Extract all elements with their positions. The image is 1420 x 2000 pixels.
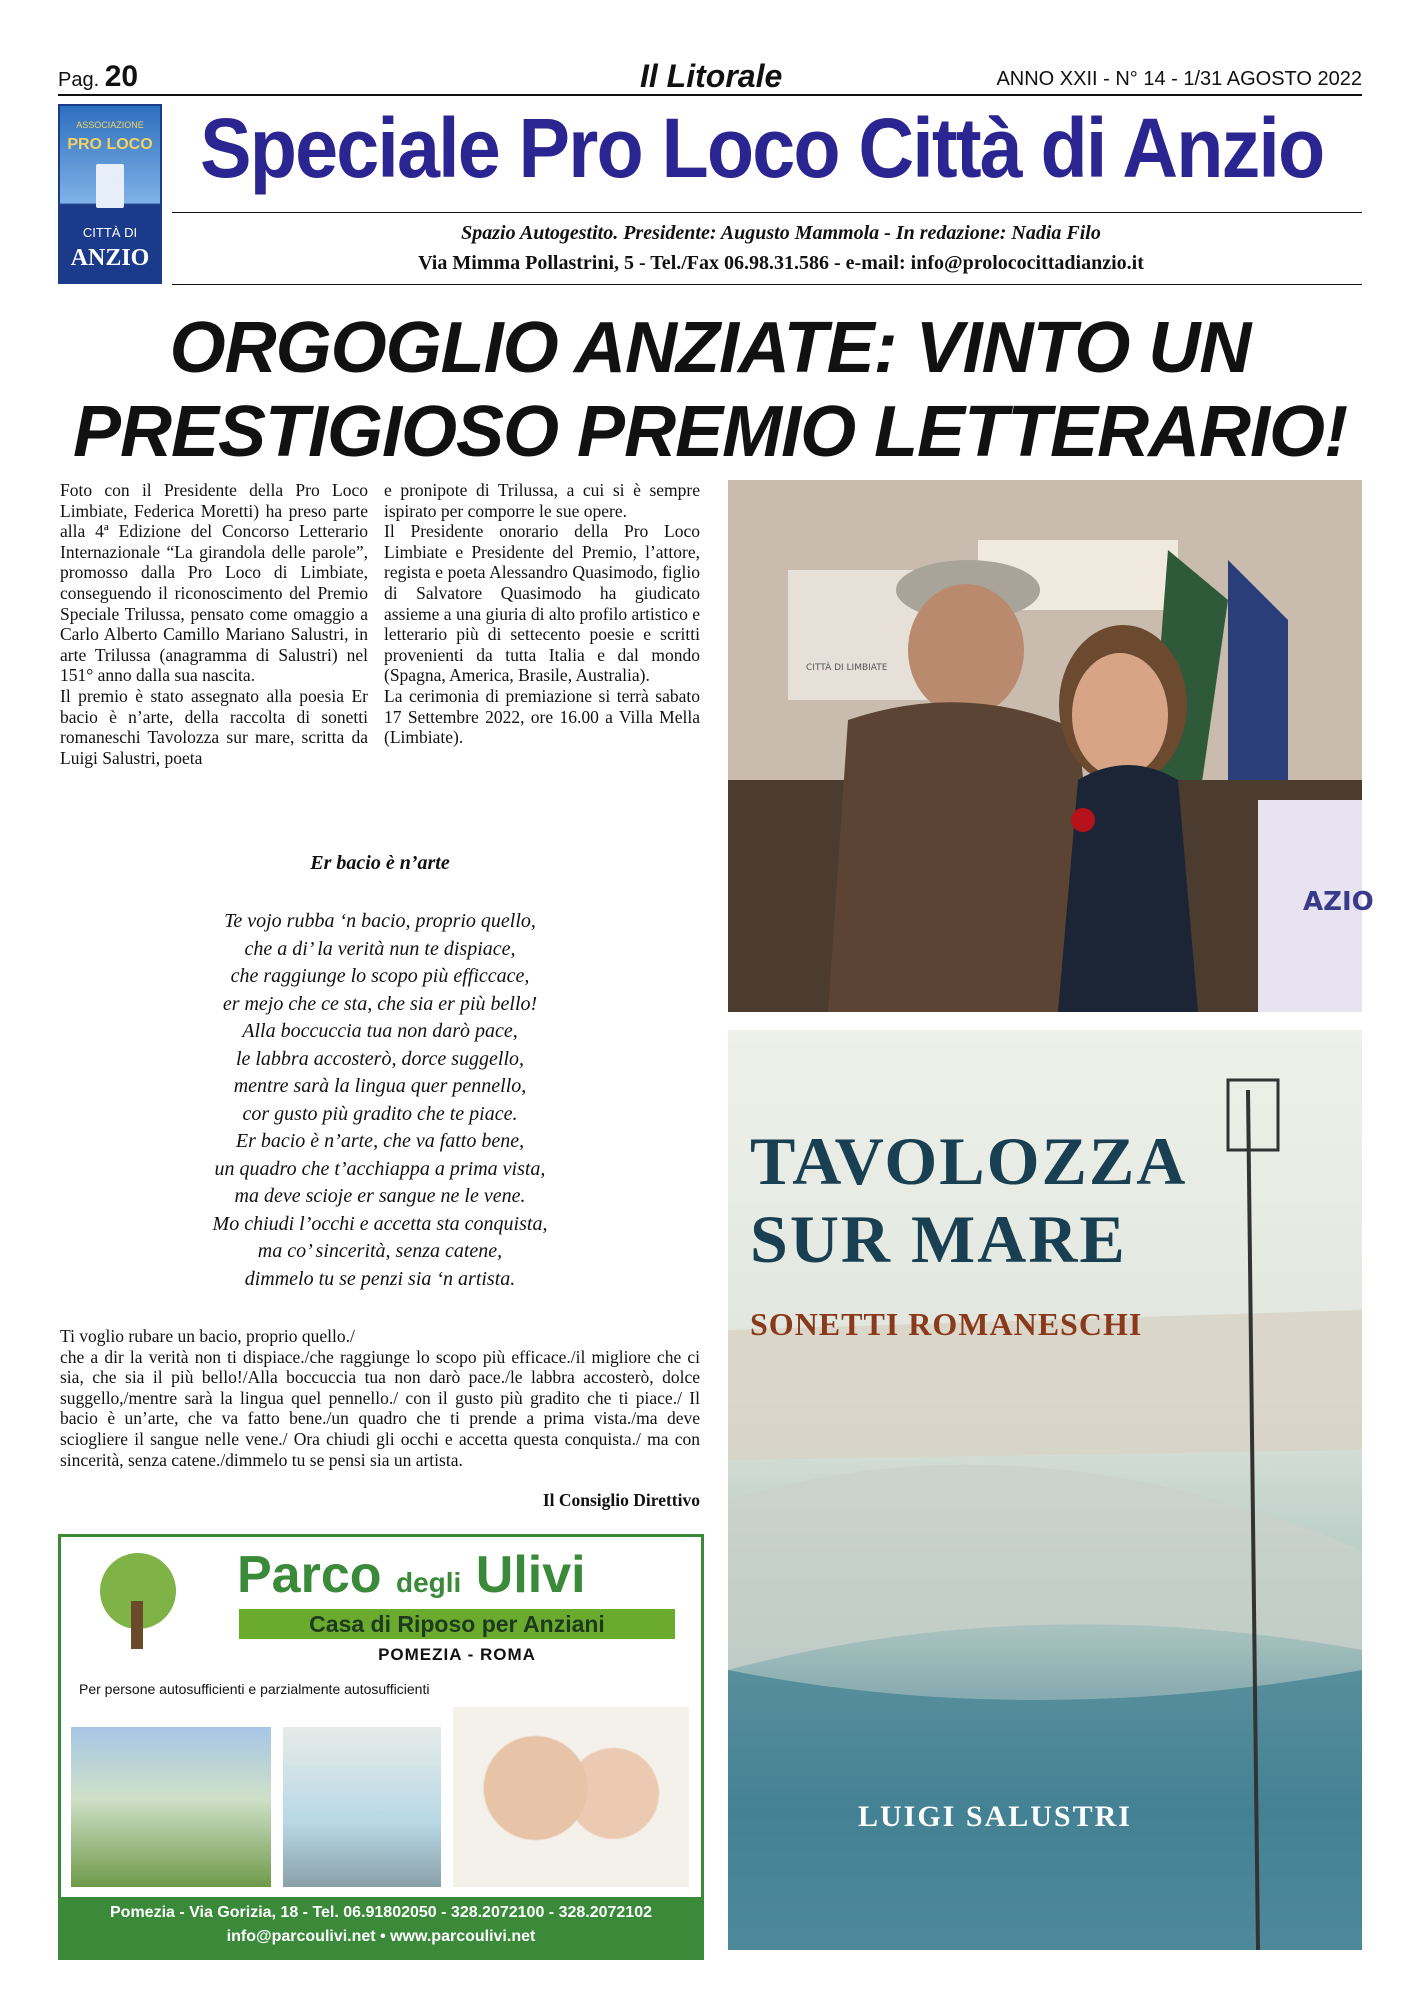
signature: Il Consiglio Direttivo [542, 1490, 700, 1510]
ad-contact-line-2: info@parcoulivi.net • www.parcoulivi.net [226, 1928, 536, 1945]
page-label: Pag. [58, 69, 100, 91]
book-cover [728, 1030, 1362, 1950]
logo-brand: PRO LOCO [67, 136, 153, 153]
ad-contact-line-1: Pomezia - Via Gorizia, 18 - Tel. 06.91802050 - 328.2072100 - 328.2072102 [110, 1904, 652, 1921]
cover-title-line-2: SUR MARE [750, 1201, 1127, 1277]
header-rule [58, 94, 1362, 96]
poem-line: dimmelo tu se penzi sia ‘n artista. [244, 1267, 516, 1290]
poem-title: Er bacio è n’arte [310, 852, 450, 874]
poem-line: mentre sarà la lingua quer pennello, [233, 1075, 527, 1097]
masthead: Il Litorale [640, 58, 783, 94]
poem [60, 908, 700, 1293]
paragraph: e pronipote di Trilussa, a cui si è sempre ispirato per comporre le sue opere. [384, 480, 700, 521]
article-column-2 [384, 480, 700, 748]
title-rule [172, 212, 1362, 213]
elderly-couple-photo [453, 1707, 689, 1887]
room-photo [283, 1727, 441, 1887]
parco-ulivi-ad [58, 1534, 704, 1960]
poem-line: ma co’ sincerità, senza catene, [257, 1240, 503, 1262]
article-headline [58, 306, 1362, 474]
logo-city-small: CITTÀ DI [82, 225, 138, 240]
article-column-1 [60, 480, 368, 768]
cover-title-line-1: TAVOLOZZA [750, 1123, 1188, 1199]
poem-line: cor gusto più gradito che te piace. [242, 1102, 518, 1125]
ad-brand-c: Ulivi [475, 1546, 586, 1604]
translation-line-1: Ti voglio rubare un bacio, proprio quello./ [60, 1326, 355, 1346]
headline-line-2: PRESTIGIOSO PREMIO LETTERARIO! [72, 392, 1348, 472]
poem-line: er mejo che ce sta, che sia er più bello! [222, 992, 538, 1015]
poem-line: che raggiunge lo scopo più efficcace, [230, 965, 530, 987]
award-photo [728, 480, 1374, 1012]
credits-rule [172, 284, 1362, 285]
cover-author: LUIGI SALUSTRI [858, 1800, 1132, 1833]
page-number [58, 60, 138, 94]
ad-audience: Per persone autosufficienti e parzialmente autosufficienti [79, 1681, 430, 1697]
paragraph: Il Presidente onorario della Pro Loco Limbiate e Presidente del Premio, l’attore, regista e poeta Alessandro Quasimodo, figlio di Salvatore Quasimodo ha giudicato assieme a una giuria di alto profilo artistico e letterario più di settecento poesie e scritti provenienti da tutta Italia e dal mondo (Spagna, America, Brasile, Australia). [384, 521, 700, 686]
section-title: Speciale Pro Loco Città di Anzio [200, 101, 1324, 195]
column-icon [96, 164, 124, 208]
ad-brand-b: degli [395, 1567, 462, 1598]
paragraph: La cerimonia di premiazione si terrà sabato 17 Settembre 2022, ore 16.00 a Villa Mella (Limbiate). [384, 685, 700, 748]
poem-line: Alla boccuccia tua non darò pace, [242, 1020, 518, 1042]
poem-line: le labbra accosterò, dorce suggello, [235, 1047, 525, 1070]
credits: Spazio Autogestito. Presidente: Augusto Mammola - In redazione: Nadia Filo [461, 222, 1101, 244]
ad-brand-a: Parco [237, 1546, 382, 1604]
pro-loco-logo [58, 104, 162, 284]
poem-line: Er bacio è n’arte, che va fatto bene, [235, 1130, 525, 1152]
page-number-value: 20 [104, 60, 139, 93]
paragraph: Il premio è stato assegnato alla poesia Er bacio è n’arte, della raccolta di sonetti romaneschi Tavolozza sur mare, scritta da Luigi Salustri, poeta [60, 685, 368, 768]
paragraph: Foto con il Presidente della Pro Loco Limbiate, Federica Moretti) ha preso parte alla 4ª Edizione del Concorso Letterario Internazionale “La girandola delle parole”, promosso dalla Pro Loco di Limbiate, conseguendo il riconoscimento del Premio Speciale Trilussa, pensato come omaggio a Carlo Alberto Camillo Mariano Salustri, in arte Trilussa (anagramma di Salustri) nel 151° anno dalla sua nascita. [60, 480, 368, 686]
headline-line-1: ORGOGLIO ANZIATE: VINTO UN [169, 308, 1251, 388]
poem-line: un quadro che t’acchiappa a prima vista, [214, 1157, 546, 1180]
ad-brand [237, 1545, 586, 1605]
ad-location: POMEZIA - ROMA [378, 1645, 536, 1664]
garden-photo [71, 1727, 271, 1887]
ad-footer [61, 1897, 701, 1957]
photo-sign-text: CITTÀ DI LIMBIATE [806, 663, 888, 673]
cover-subtitle: SONETTI ROMANESCHI [750, 1306, 1143, 1342]
translation-body: che a dir la verità non ti dispiace./che raggiunge lo scopo più efficace./il migliore che ci sia, che sia il più bello!/Alla boccuccia tua non darò pace./le labbra accosterò, dolce suggello,/mentre sarà la lingua quel pennello./ con il gusto più gradito che ti piace./ Il bacio è un’arte, che va fatto bene./un quadro che ti prende a prima vista./ma deve sciogliere il sangue nelle vene./ Ora chiudi gli occhi e accetta questa conquista./ ma con sincerità, senza catene./dimmelo tu se pensi sia un artista. [60, 1346, 700, 1470]
poem-line: Mo chiudi l’occhi e accetta sta conquista, [212, 1212, 548, 1235]
poem-line: ma deve scioje er sangue ne le vene. [234, 1185, 526, 1207]
issue-info: ANNO XXII - N° 14 - 1/31 AGOSTO 2022 [996, 68, 1362, 90]
ad-tagline: Casa di Riposo per Anziani [239, 1609, 675, 1639]
photo-illustration [728, 480, 1374, 1012]
logo-city: ANZIO [70, 245, 150, 271]
poem-line: Te vojo rubba ‘n bacio, proprio quello, [224, 910, 536, 932]
photo-banner-text: AZIO [1303, 887, 1374, 917]
logo-top-text: ASSOCIAZIONE [76, 120, 144, 130]
contact-address: Via Mimma Pollastrini, 5 - Tel./Fax 06.98.31.586 - e-mail: info@prolococittadianzio.it [418, 252, 1144, 274]
olive-tree-icon [83, 1551, 193, 1651]
poem-line: che a di’ la verità nun te dispiace, [244, 937, 516, 960]
translation [60, 1326, 700, 1470]
